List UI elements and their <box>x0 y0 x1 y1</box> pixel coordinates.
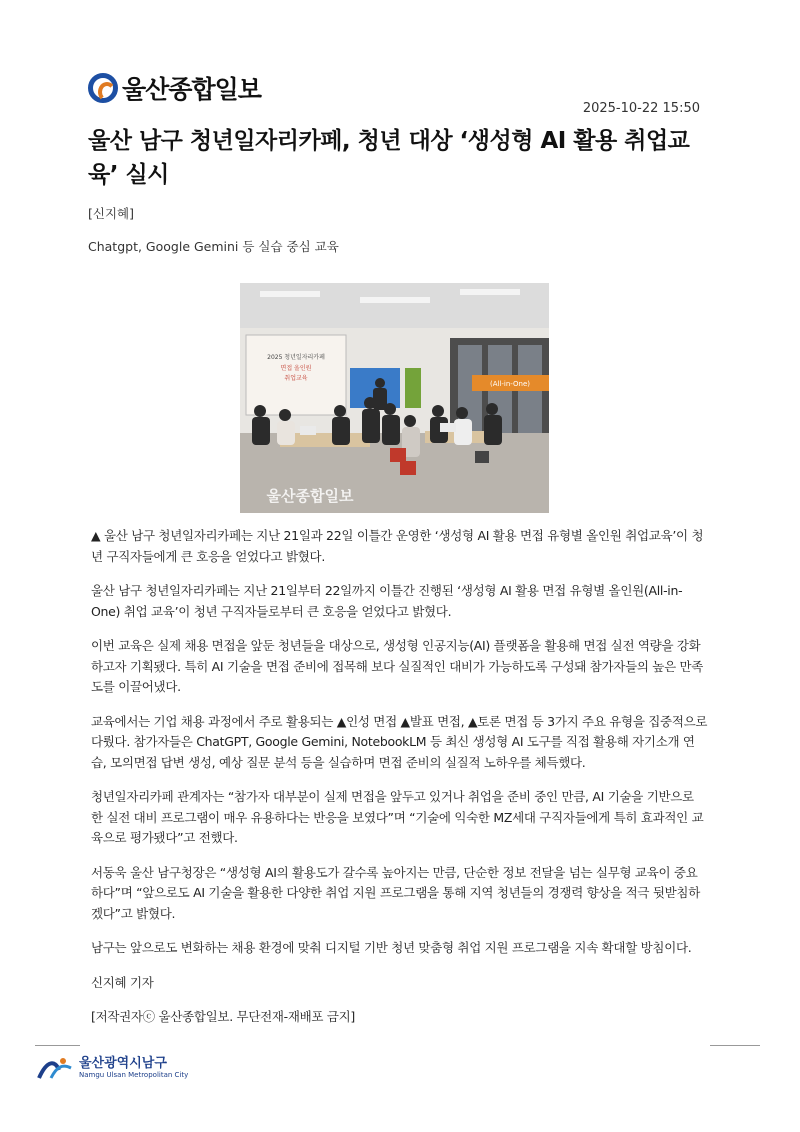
article-title: 울산 남구 청년일자리카페, 청년 대상 ‘생성형 AI 활용 취업교육’ 실시 <box>88 128 690 188</box>
footer-divider-right <box>710 1045 760 1046</box>
footer-org-name-en: Namgu Ulsan Metropolitan City <box>79 1070 189 1079</box>
article-paragraph: 청년일자리카페 관계자는 “참가자 대부분이 실제 면접을 앞두고 있거나 취업을 준비 중인 만큼, AI 기술을 기반으로 한 실전 대비 프로그램이 매우 유용하다는 반응을 보였다”며 “기술에 익숙한 MZ세대 구직자들에게 특히 효과적인 교육으로 평가됐다”고 전했다. <box>91 789 704 845</box>
namgu-emblem-icon <box>37 1056 73 1080</box>
newspaper-logo[interactable] <box>88 70 261 106</box>
namgu-logo <box>37 1056 188 1080</box>
screen-line-1: 2025 청년일자리카페 <box>267 354 325 361</box>
footer-org-name: 울산광역시남구 <box>79 1055 167 1071</box>
newspaper-logo-icon <box>88 73 118 103</box>
screen-line-3: 취업교육 <box>284 375 308 382</box>
article-paragraph: 울산 남구 청년일자리카페는 지난 21일부터 22일까지 이틀간 진행된 ‘생성형 AI 활용 면접 유형별 올인원(All-in-One) 취업 교육’이 청년 구직자들로부터 큰 호응을 얻었다고 밝혔다. <box>91 583 683 619</box>
article-paragraph: 이번 교육은 실제 채용 면접을 앞둔 청년들을 대상으로, 생성형 인공지능(AI) 플랫폼을 활용해 면접 실전 역량을 강화하고자 기획됐다. 특히 AI 기술을 면접 준비에 접목해 보다 실질적인 대비가 가능하도록 구성돼 참가자들의 높은 만족도를 이끌어냈다. <box>91 638 704 694</box>
article-paragraph: 서동욱 울산 남구청장은 “생성형 AI의 활용도가 갈수록 높아지는 만큼, 단순한 정보 전달을 넘는 실무형 교육이 중요하다”며 “앞으로도 AI 기술을 활용한 다양한 취업 지원 프로그램을 통해 지역 청년들의 경쟁력 향상을 적극 뒷받침하겠다”고 밝혔다. <box>91 864 700 921</box>
article-subtitle: Chatgpt, Google Gemini 등 실습 중심 교육 <box>88 239 339 254</box>
publish-date: 2025-10-22 15:50 <box>582 101 700 116</box>
footer-divider-left <box>35 1045 80 1046</box>
photo-caption: ▲ 울산 남구 청년일자리카페는 지난 21일과 22일 이틀간 운영한 ‘생성형 AI 활용 면접 유형별 올인원 취업교육’이 청년 구직자들에게 큰 호응을 얻었다고 밝혔다. <box>91 528 704 564</box>
newspaper-logo-text: 울산종합일보 <box>122 75 261 104</box>
screen-line-2: 면접 올인원 <box>280 365 312 372</box>
copyright-notice: [저작권자ⓒ 울산종합일보. 무단전재-재배포 금지] <box>91 1009 355 1024</box>
article-body <box>91 526 709 1042</box>
photo-banner: (All-in-One) <box>489 380 531 388</box>
article-photo <box>240 283 549 513</box>
byline: [신지혜] <box>88 206 134 221</box>
photo-watermark: 울산종합일보 <box>266 487 354 505</box>
article-paragraph: 남구는 앞으로도 변화하는 채용 환경에 맞춰 디지털 기반 청년 맞춤형 취업 지원 프로그램을 지속 확대할 방침이다. <box>91 940 692 955</box>
article-paragraph: 교육에서는 기업 채용 과정에서 주로 활용되는 ▲인성 면접 ▲발표 면접, ▲토론 면접 등 3가지 주요 유형을 집중적으로 다뤘다. 참가자들은 ChatGPT, Google Gemini, NotebookLM 등 최신 생성형 AI 도구를 직접 활용해 자기소개 연습, 모의면접 답변 생성, 예상 질문 분석 등을 실습하며 면접 준비의 실질적 노하우를 체득했다. <box>91 713 708 770</box>
reporter-name: 신지혜 기자 <box>91 974 154 990</box>
